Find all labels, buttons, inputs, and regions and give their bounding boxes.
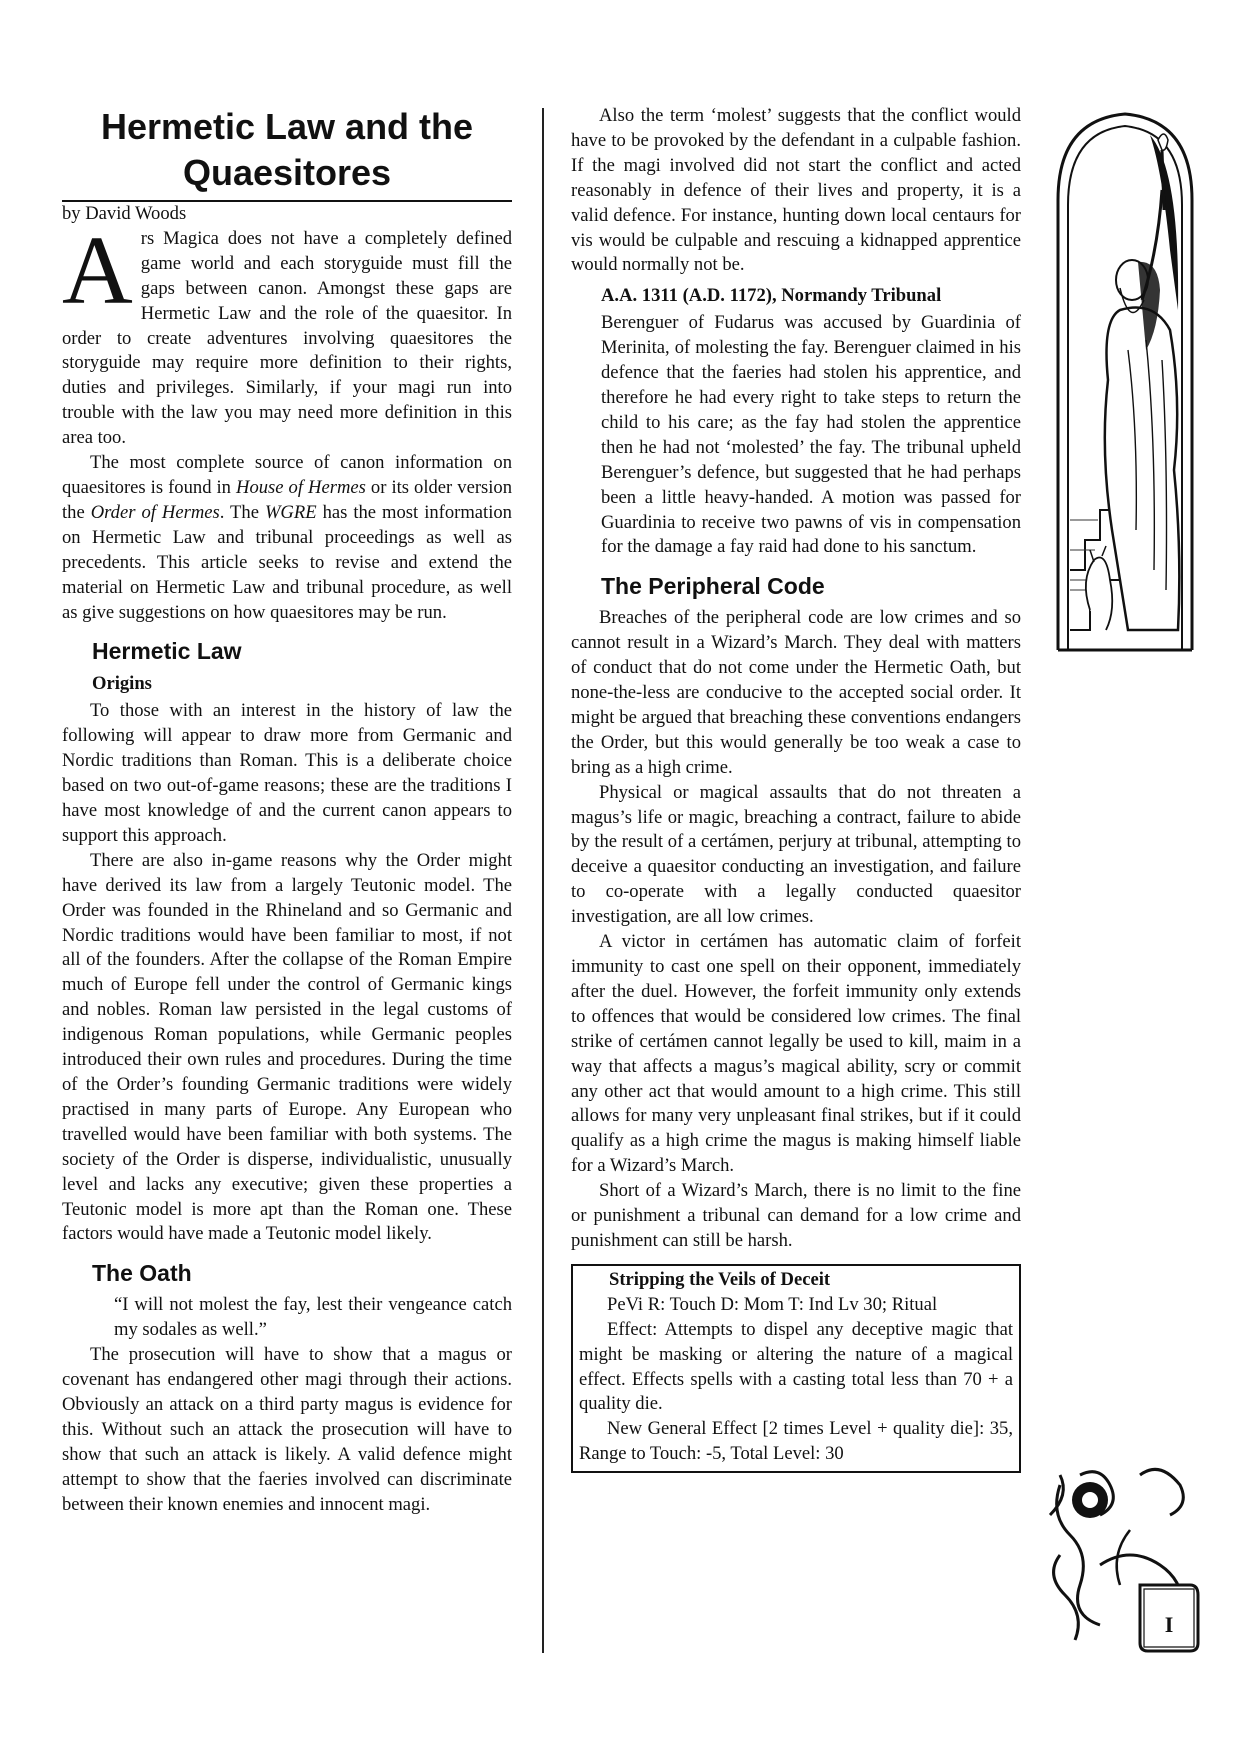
column-divider [542,108,544,1653]
spell-title: Stripping the Veils of Deceit [609,1268,831,1290]
intro-paragraph: Ars Magica does not have a completely defined game world and each storyguide must fill the gaps between canon. Amongst these gaps are Hermetic Law and the role of the quaesitor. In order to create adventures involving quaesitores the storyguide may require more definition to their rights, duties and privileges. Similarly, if your magi run into trouble with the law you may need more definition in this area too. [62,216,512,449]
left-column [62,104,512,1518]
spell-general: New General Effect [2 times Level + quality die]: 35, Range to Touch: -5, Total Level: 30 [579,1418,1013,1465]
article-title: Hermetic Law and the Quaesitores [62,104,512,202]
heading-peripheral-code: The Peripheral Code [601,573,825,600]
origins-paragraph-2: There are also in-game reasons why the Order might have derived its law from a largely Teutonic model. The Order was founded in the Rhineland and so Germanic and Nordic traditions would have been familiar to most, if not all of the founders. After the collapse of the Roman Empire much of Europe fell under the control of Germanic kings and nobles. Roman law persisted in the legal customs of indigenous Roman populations, while Germanic peoples introduced their own rules and procedures. During the time of the Order’s founding Germanic traditions were widely practised in many parts of Europe. Any European who travelled would have been familiar with both systems. The society of the Order is disperse, individualistic, unusually level and lacks any executive; given these properties a Teutonic model is more apt than the Roman one. These factors would have made a Teutonic model likely. [62,849,512,1245]
oath-paragraph-1: The prosecution will have to show that a magus or covenant has endangered other magi through their actions. Obviously an attack on a third party magus is evidence for this. Without such an attack the prosecution will have to show that such an attack is likely. A valid defence might attempt to show that the faeries involved can discriminate between their known enemies and innocent magi. [62,1344,512,1515]
heading-the-oath: The Oath [92,1260,192,1287]
heading-origins: Origins [92,673,152,695]
spell-box [571,1264,1021,1473]
drop-cap: A [62,216,133,325]
case-block [601,311,1021,560]
molest-paragraph: Also the term ‘molest’ suggests that the conflict would have to be provoked by the defendant in a culpable fashion. If the magi involved did not start the conflict and acted reasonably in defence of their lives and property, it is a valid defence. For instance, hunting down local centaurs for vis would be culpable and rescuing a kidnapped apprentice would normally not be. [571,105,1021,276]
peripheral-paragraph-4: Short of a Wizard’s March, there is no limit to the fine or punishment a tribunal can demand for a low crime and punishment can still be harsh. [571,1180,1021,1251]
intro-paragraph-2: The most complete source of canon information on quaesitores is found in House of Hermes or its older version the Order of Hermes. The WGRE has the most information on Hermetic Law and tribunal proceedings as well as precedents. This article seeks to revise and extend the material on Hermetic Law and tribunal procedure, as well as give suggestions on how quaesitores may be run. [62,452,513,623]
wizard-illustration [1050,110,1200,660]
peripheral-paragraph-2: Physical or magical assaults that do not threaten a magus’s life or magic, breaching a contract, failure to abide by the result of a certámen, perjury at tribunal, attempting to deceive a quaesitor conducting an investigation, and failure to co-operate with a legally conducted quaesitor investigation, are all low crimes. [571,781,1021,928]
origins-paragraph-1: To those with an interest in the history of law the following will appear to draw more from Germanic and Nordic traditions than Roman. This is a deliberate choice based on two out-of-game reasons; these are the traditions I have most knowledge of and the current canon appears to support this approach. [62,700,512,846]
spell-effect: Effect: Attempts to dispel any deceptive magic that might be masking or altering the nature of a magical effect. Effects spells with a casting total less than 70 + a quality die. [579,1318,1013,1415]
right-column [571,104,1021,1473]
case-text: Berenguer of Fudarus was accused by Guardinia of Merinita, of molesting the fay. Berenguer claimed in his defence that the faeries had stolen his apprentice, and therefore he had every right to take steps to return the child to his care; as the fay had stolen the apprentice then he had not ‘molested’ the fay. The tribunal upheld Berenguer’s defence, but suggested that he had perhaps been a little heavy-handed. A motion was passed for Guardinia to receive two pawns of vis in compensation for the damage a fay raid had done to his sanctum. [601,312,1021,558]
page-number: I [1164,1612,1174,1637]
heading-hermetic-law: Hermetic Law [92,638,242,665]
spell-stats: PeVi R: Touch D: Mom T: Ind Lv 30; Ritual [607,1293,938,1315]
peripheral-paragraph-1: Breaches of the peripheral code are low crimes and so cannot result in a Wizard’s March. They deal with matters of conduct that do not come under the Hermetic Oath, but none-the-less are conducive to the accepted social order. It might be argued that breaching these conventions endangers the Order, but this would generally be too weak a case to bring as a high crime. [571,607,1021,778]
oath-quote: “I will not molest the fay, lest their vengeance catch my sodales as well.” [114,1294,512,1341]
knotwork-ornament [1040,1455,1210,1665]
case-title: A.A. 1311 (A.D. 1172), Normandy Tribunal [601,285,942,307]
peripheral-paragraph-3: A victor in certámen has automatic claim of forfeit immunity to cast one spell on their opponent, immediately after the duel. However, the forfeit immunity only extends to offences that would be considered low crimes. The final strike of certámen cannot legally be used to kill, maim in a way that affects a magus’s magical ability, scry or commit any other act that would amount to a high crime. This still allows for many very unpleasant final strikes, but if it could qualify as a high crime the magus is making himself liable for a Wizard’s March. [571,931,1021,1177]
byline: by David Woods [62,203,187,224]
